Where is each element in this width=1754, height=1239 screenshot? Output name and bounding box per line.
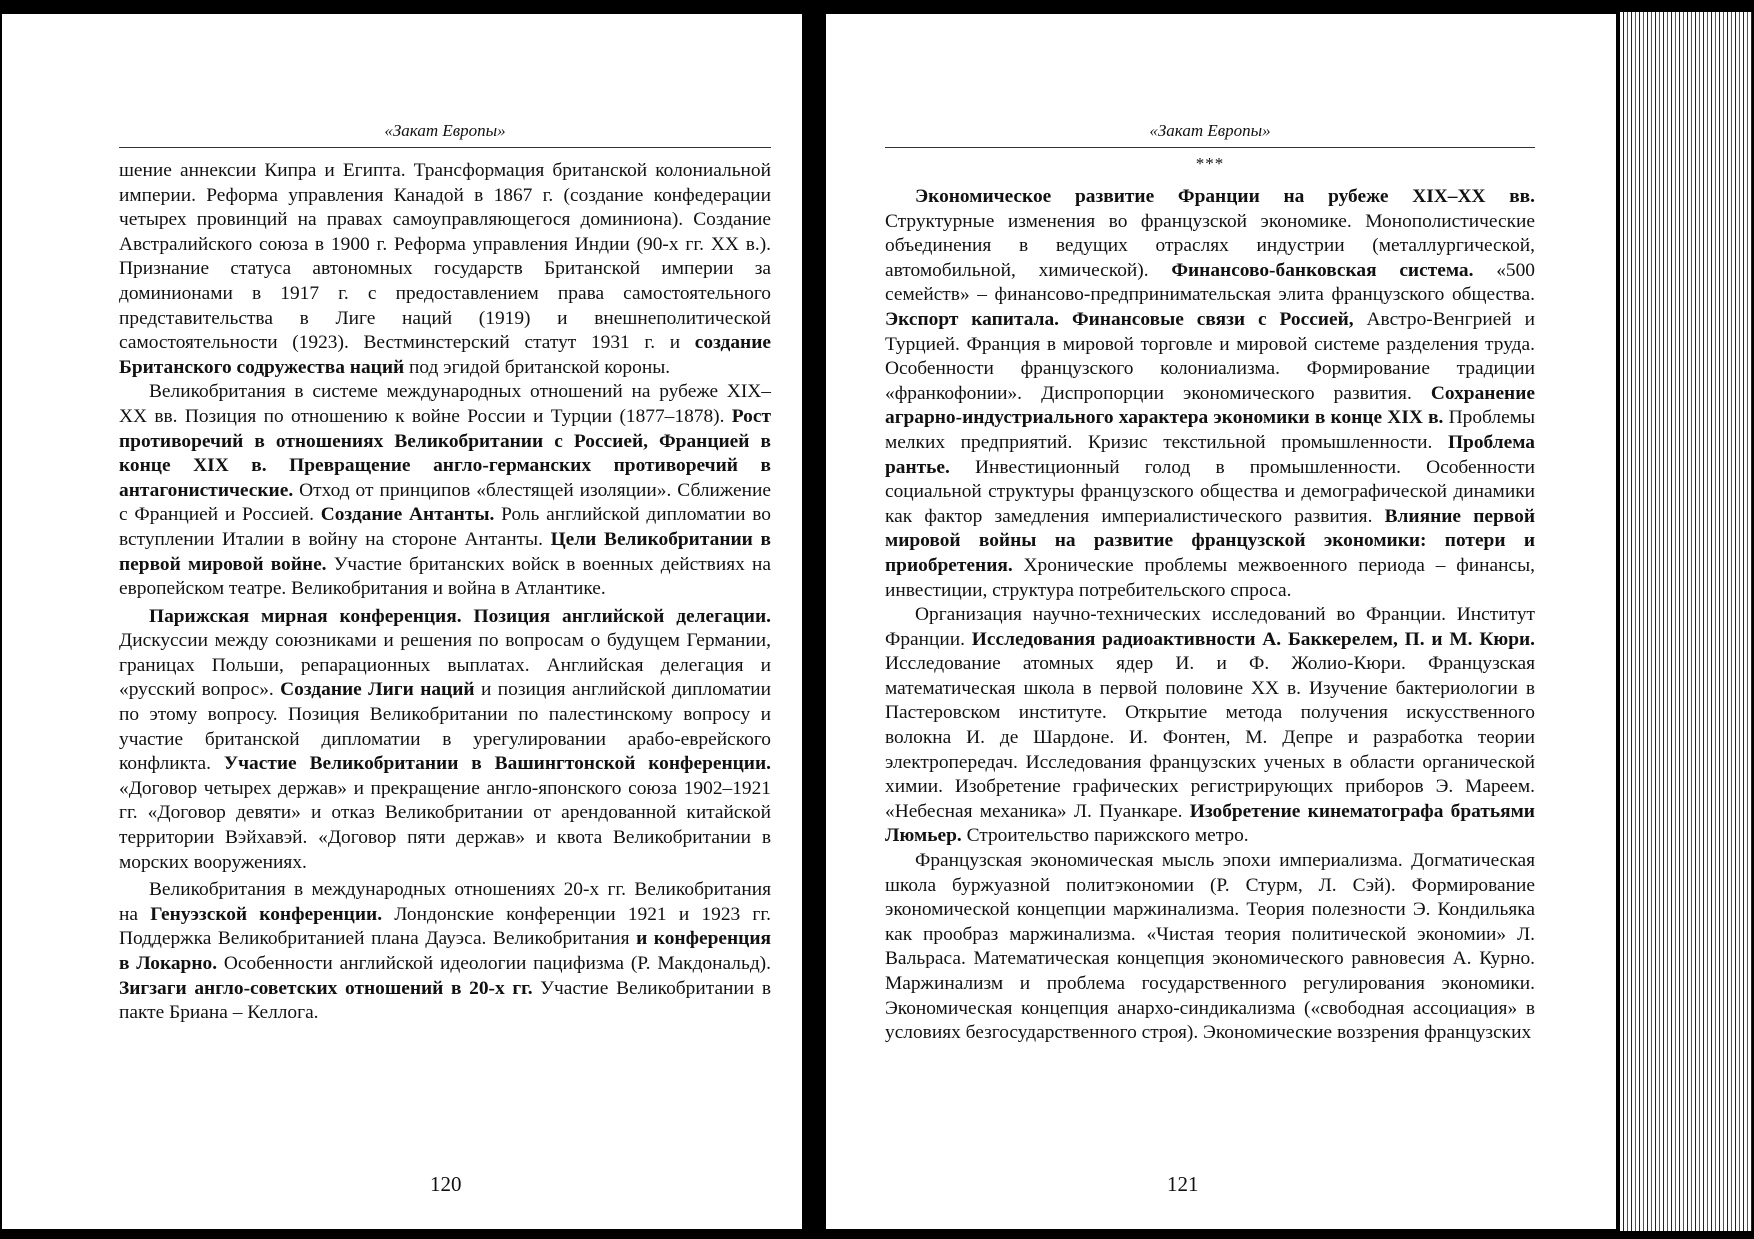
text-run: Великобритания в системе международных отношений на рубеже XIX–XX вв. Позиция по отношению к войне России и Турции (1877–1878). [119,381,771,427]
text-run: «Договор четырех держав» и прекращение англо-японского союза 1902–1921 гг. «Договор девяти» и отказ Великобритании от арендованной китайской территории Вэйхавэй. «Договор пяти держав» и квота Великобритании в морских вооружениях. [119,777,771,873]
text-run: Французская экономическая мысль эпохи империализма. Догматическая школа буржуазной политэкономии (Р. Стурм, Л. Сэй). Формирование экономической концепции маржинализма. Теория полезности Э. Кондильяка как прообраз маржинализма. «Чистая теория политической экономии» Л. Вальраса. Математическая концепция экономического равновесия А. Курно. Маржинализм и проблема государственного регулирования экономики. Экономическая концепция анархо-синдикализма («свободная ассоциация» в условиях безгосударственного строя). Экономические воззрения французских [885,850,1535,1044]
bold-topic: Экспорт капитала. Финансовые связи с Россией, [885,308,1354,330]
text-run: под эгидой британской короны. [404,356,671,378]
bold-topic: Генуэзской конференции. [150,903,383,925]
bold-topic: Создание Антанты. [320,504,495,526]
bold-topic: Рост противоречий в отношениях Великобритании с Россией, Францией в конце XIX в. Превращение англо-германских противоречий в антагонистические. [119,405,771,501]
bold-topic: и конференция в Локарно. [119,928,771,974]
bold-topic: Участие Великобритании в Вашингтонской конференции. [223,753,772,775]
body-text [119,159,771,1026]
bold-topic: Исследования радиоактивности А. Баккерелем, П. и М. Кюри. [971,628,1535,650]
bold-topic: Парижская мирная конференция. Позиция английской делегации. [149,605,771,627]
left-page [2,14,802,1229]
paragraph [119,878,771,1026]
text-run: Структурные изменения во французской экономике. Монополистические объединения в ведущих отраслях индустрии (металлургической, автомобильной, химической). [885,210,1535,281]
bold-topic: Изобретение кинематографа братьями Люмьер. [885,800,1535,847]
page-number: 120 [430,1172,462,1196]
section-separator: *** [1195,154,1225,173]
paragraph [885,849,1535,1046]
body-text [885,185,1535,1046]
text-run: «500 семейств» – финансово-предпринимательская элита французского общества. [885,259,1535,306]
text-run: Участие британских войск в военных действиях на европейском театре. Великобритания и война в Атлантике. [119,553,771,600]
text-run: Дискуссии между союзниками и решения по вопросам о будущем Германии, границах Польши, репарационных выплатах. Английская делегация и «русский вопрос». [119,630,771,701]
text-run: Великобритания в международных отношениях 20-х гг. Великобритания на [119,879,771,925]
right-page [826,14,1616,1229]
bold-topic: создание Британского содружества наций [119,332,771,378]
text-run: Особенности английской идеологии пацифизма (Р. Макдональд). [217,953,771,974]
text-run: Инвестиционный голод в промышленности. Особенности социальной структуры французского общества и демографической динамики как фактор замедления империалистического развития. [885,456,1535,527]
page-edges [1620,12,1752,1231]
paragraph [119,605,771,876]
text-run: и позиция английской дипломатии по этому вопросу. Позиция Великобритании по палестинскому вопросу и участие британской дипломатии в урегулировании арабо-еврейского конфликта. [119,679,771,775]
text-run: Хронические проблемы межвоенного периода – финансы, инвестиции, структура потребительского спроса. [885,554,1535,601]
bold-topic: Проблема рантье. [885,431,1535,478]
text-run: Организация научно-технических исследований во Франции. Институт Франции. [885,604,1535,650]
bold-topic: Зигзаги англо-советских отношений в 20-х гг. [119,977,533,999]
paragraph [885,185,1535,603]
text-run: Участие Великобритании в пакте Бриана – Келлога. [119,977,771,1024]
text-run: Роль английской дипломатии во вступлении Италии в войну на стороне Антанты. [119,504,771,550]
text-run: Отход от принципов «блестящей изоляции». Сближение с Францией и Россией. [119,479,771,526]
text-run: Проблемы мелких предприятий. Кризис текстильной промышленности. [885,407,1535,453]
bold-topic: Финансово-банковская система. [1171,259,1474,281]
text-run: Лондонские конференции 1921 и 1923 гг. Поддержка Великобританией плана Дауэса. Великобритания [119,903,771,950]
running-header: «Закат Европы» [885,118,1535,148]
book-spine [804,0,824,1239]
text-run: Австро-Венгрией и Турцией. Франция в мировой торговле и мировой системе разделения труда. Особенности французского колониализма. Формирование традиции «франкофонии». Диспропорции экономического развития. [885,308,1535,404]
bold-topic: Экономическое развитие Франции на рубеже XIX–XX вв. [915,186,1535,207]
bold-topic: Влияние первой мировой войны на развитие французской экономики: потери и приобретения. [885,505,1535,576]
bold-topic: Сохранение аграрно-индустриального характера экономики в конце XIX в. [885,382,1535,429]
bold-topic: Цели Великобритании в первой мировой войне. [119,528,771,575]
paragraph [119,380,771,601]
text-run: шение аннексии Кипра и Египта. Трансформация британской колониальной империи. Реформа управления Канадой в 1867 г. (создание конфедерации четырех провинций на правах самоуправляющегося доминиона). Создание Австралийского союза в 1900 г. Реформа управления Индии (90-х гг. XX в.). Признание статуса автономных государств Британской империи за доминионами в 1917 г. с предоставлением права самостоятельного представительства в Лиге наций (1919) и внешнеполитической самостоятельности (1923). Вестминстерский статут 1931 г. и [119,160,771,354]
running-header: «Закат Европы» [119,118,771,148]
bold-topic: Создание Лиги наций [280,679,475,701]
paragraph [885,603,1535,849]
text-run: Исследование атомных ядер И. и Ф. Жолио-Кюри. Французская математическая школа в первой половине XX в. Изучение бактериологии в Пастеровском институте. Открытие метода получения искусственного волокна И. де Шардоне. И. Фонтен, М. Депре и разработка теории электропередач. Исследования французских ученых в области органической химии. Изобретение графических регистрирующих приборов Э. Мареем. «Небесная механика» Л. Пуанкаре. [885,653,1535,822]
page-number: 121 [1167,1172,1199,1196]
paragraph [119,159,771,380]
text-run: Строительство парижского метро. [961,825,1249,847]
